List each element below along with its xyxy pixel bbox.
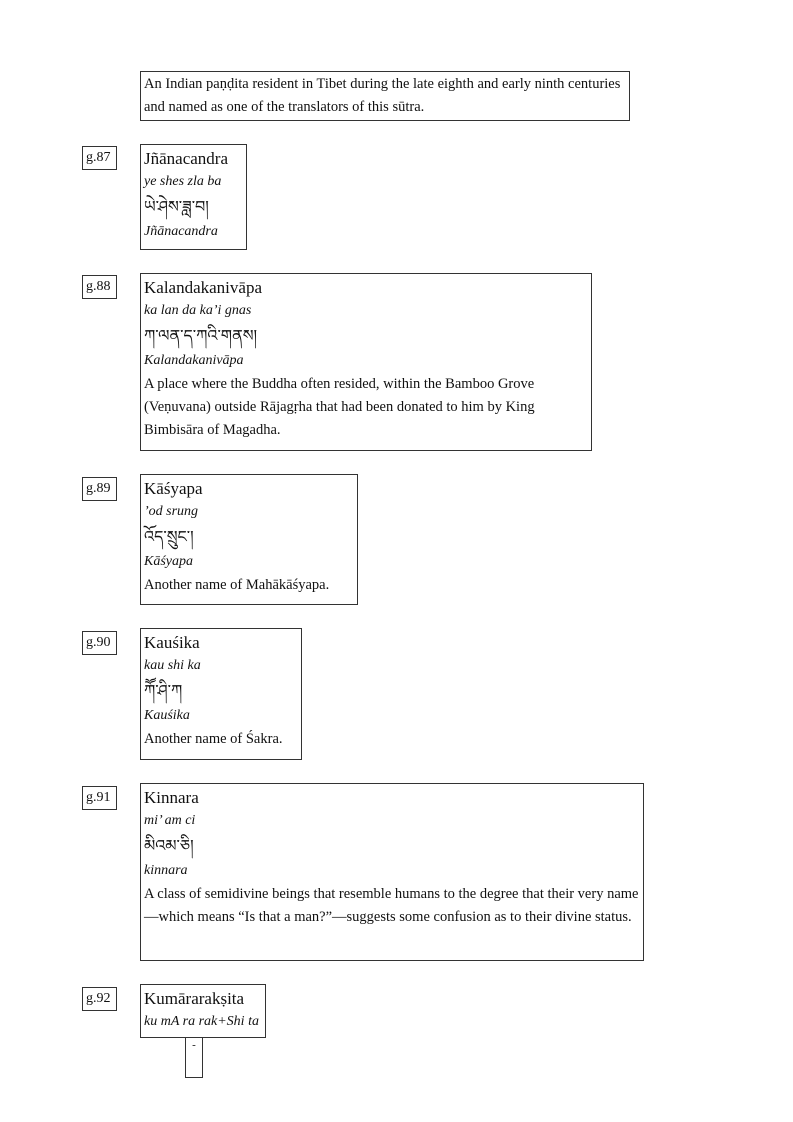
- entry-sanskrit: Kalandakanivāpa: [144, 353, 244, 368]
- entry-description: Another name of Mahākāśyapa.: [144, 577, 330, 593]
- glossary-label-g88: g.88: [82, 275, 117, 299]
- overflow-marker-box: [185, 1037, 203, 1078]
- entry-wylie: mi’ am ci: [144, 813, 196, 828]
- entry-sanskrit: Kāśyapa: [144, 554, 193, 569]
- glossary-label-g90: g.90: [82, 631, 117, 655]
- glossary-label-g87: g.87: [82, 146, 117, 170]
- glossary-entry-g91: [140, 783, 644, 961]
- glossary-entry-g92: [140, 984, 266, 1038]
- entry-tibetan: ཀ་ལན་ད་ཀའི་གནས།: [144, 326, 258, 345]
- entry-term: Kalandakanivāpa: [144, 278, 262, 297]
- glossary-entry-g90: [140, 628, 302, 760]
- overflow-mark: -: [192, 1039, 196, 1051]
- glossary-label-g91: g.91: [82, 786, 117, 810]
- entry-term: Kumārarakṣita: [144, 989, 245, 1008]
- entry-description: Another name of Śakra.: [144, 731, 283, 747]
- continued-description-box: [140, 71, 630, 121]
- entry-term: Kāśyapa: [144, 479, 203, 498]
- entry-tibetan: ཡེ་ཤེས་ཟླ་བ།: [144, 197, 209, 216]
- entry-term: Jñānacandra: [144, 149, 229, 168]
- glossary-label-g92: g.92: [82, 987, 117, 1011]
- entry-wylie: ku mA ra rak+Shi ta: [144, 1014, 259, 1029]
- entry-tibetan: མིའམ་ཅི།: [144, 836, 194, 855]
- entry-term: Kauśika: [144, 633, 200, 652]
- entry-term: Kinnara: [144, 788, 199, 807]
- entry-tibetan: ཀཽ་ཤི་ཀ: [144, 681, 183, 700]
- continued-description: An Indian paṇḍita resident in Tibet during the late eighth and early ninth centuries and named as one of the translators of this sūtra.: [144, 76, 621, 115]
- entry-description: A class of semidivine beings that resemble humans to the degree that their very name—which means “Is that a man?”—suggests some confusion as to their divine status.: [144, 886, 639, 925]
- glossary-entry-g89: [140, 474, 358, 605]
- entry-wylie: kau shi ka: [144, 658, 201, 673]
- glossary-entry-g88: [140, 273, 592, 451]
- entry-wylie: ’od srung: [144, 504, 199, 519]
- entry-sanskrit: Jñānacandra: [144, 224, 218, 239]
- entry-description: A place where the Buddha often resided, within the Bamboo Grove (Veṇuvana) outside Rājagṛha that had been donated to him by King Bimbisāra of Magadha.: [144, 376, 535, 438]
- entry-wylie: ka lan da ka’i gnas: [144, 303, 252, 318]
- glossary-label-g89: g.89: [82, 477, 117, 501]
- glossary-entry-g87: [140, 144, 247, 250]
- entry-sanskrit: kinnara: [144, 863, 188, 878]
- entry-tibetan: འོད་སྲུང་།: [144, 527, 194, 546]
- entry-sanskrit: Kauśika: [144, 708, 190, 723]
- entry-wylie: ye shes zla ba: [144, 174, 222, 189]
